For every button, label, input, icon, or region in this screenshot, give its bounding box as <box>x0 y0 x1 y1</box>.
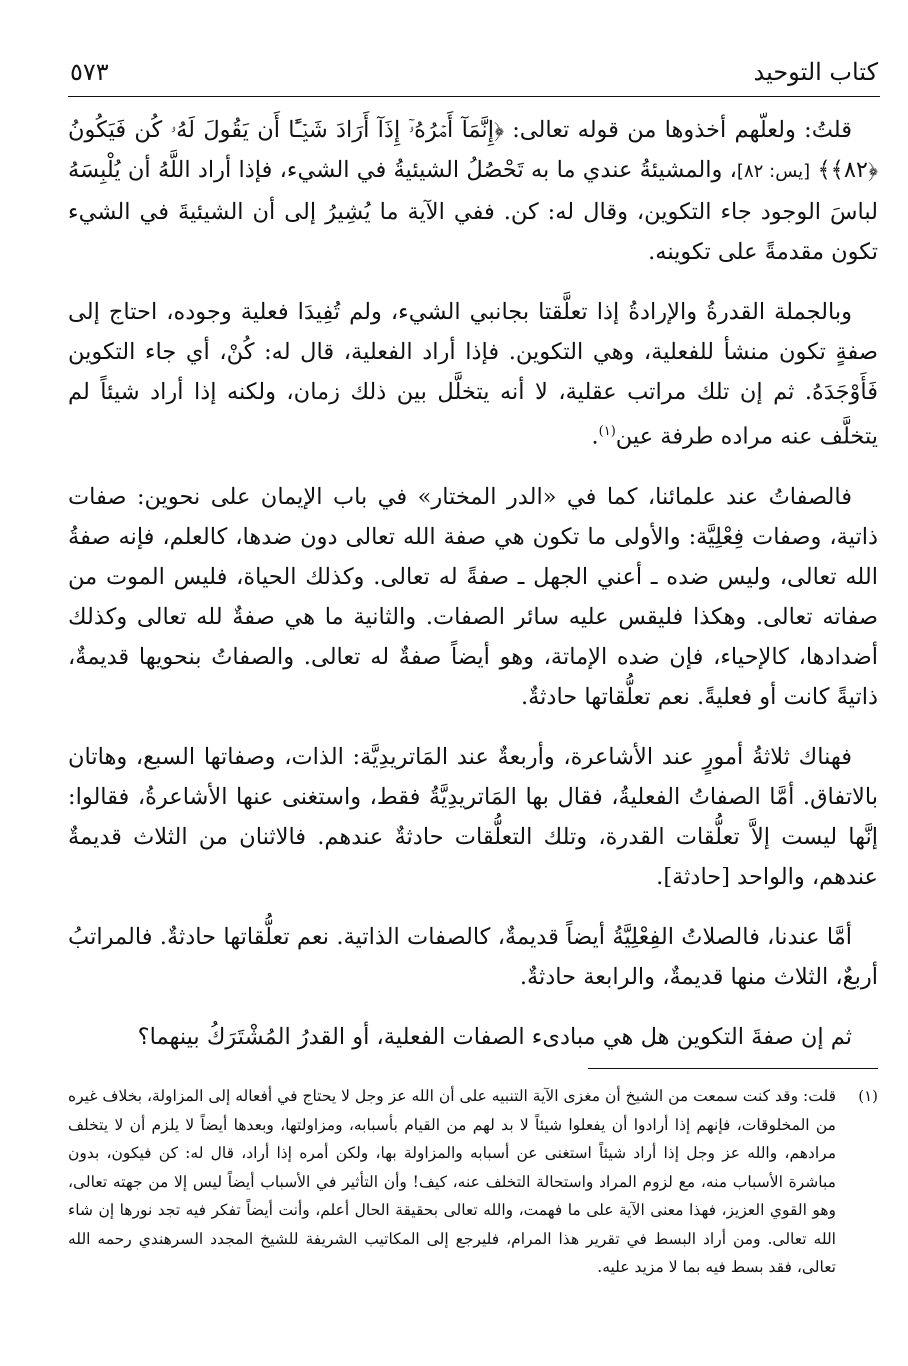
main-text <box>68 110 878 1077</box>
paragraph-1-lead: قلتُ: ولعلّهم أخذوها من قوله تعالى: <box>503 117 852 143</box>
paragraph-5: أمَّا عندنا، فالصلاتُ الفِعْلِيَّةُ أيضاً قديمةٌ، كالصفات الذاتية. نعم تعلُّقاتها حادثةٌ. فالمراتبُ أربعٌ، الثلاث منها قديمةٌ، والرابعة حادثةٌ. <box>68 923 878 990</box>
running-title: كتاب التوحيد <box>753 58 878 86</box>
paragraph-1 <box>68 110 878 272</box>
paragraph-1-rest: ، والمشيئةُ عندي ما به تَحْصُلُ الشيئيةُ في الشيء، فإذا أراد اللَّهُ أن يُلْبِسَهُ لباسَ الوجود جاء التكوين، وقال له: كن. ففي الآية ما يُشِيرُ إلى أن الشيئيةَ في الشيء تكون مقدمةً على تكوينه. <box>68 157 878 265</box>
paragraph-6: ثم إن صفةَ التكوين هل هي مبادىء الصفات الفعلية، أو القدرُ المُشْتَرَكُ بينهما؟ <box>137 1023 852 1050</box>
verse-citation: [يس: ٨٢] <box>736 161 811 182</box>
page-number: ٥٧٣ <box>70 58 109 86</box>
footnote-divider <box>588 1068 878 1069</box>
footnote-number: (١) <box>858 1087 878 1105</box>
quran-verse: ﴿إِنَّمَآ أَمۡرُهُۥٓ إِذَآ أَرَادَ شَيۡـًٔا أَن يَقُولَ لَهُۥ كُن فَيَكُونُ ﴿٨٢﴾﴾ <box>68 117 878 183</box>
footnote-text: قلت: وقد كنت سمعت من الشيخ أن مغزى الآية التنبيه على أن الله عز وجل لا يحتاج في أفعاله إلى المزاولة، بخلاف غيره من المخلوقات، فإنهم إذا أرادوا أن يفعلوا شيئاً لا بد لهم من القيام بأسبابه، ومزاولتها، وبعدها أيضاً لا يلزم أن لا يتخلف مرادهم، والله عز وجل إذا أراد شيئاً استغنى عن أسبابه والمزاولة بها، ولكن أمره إذا أراد، قال له: كن فيكون، بدون مباشرة الأسباب منه، مع لزوم المراد واستحالة التخلف عنه، كيف! وأن التأثير في الأسباب أيضاً ليس إلا من جهته تعالى، وهو القوي العزيز، فهذا معنى الآية على ما فهمت، والله تعالى بحقيقة الحال أعلم، وأنت أيضاً تفكر فيه تجد نورها إن شاء الله تعالى. ومن أراد البسط في تقرير هذا المرام، فليرجع إلى المكاتيب الشريفة للشيخ المجدد السرهندي رحمه الله تعالى، فقد بسط فيه بما لا مزيد عليه. <box>68 1087 836 1276</box>
footnote <box>68 1082 878 1282</box>
paragraph-4: فهناك ثلاثةُ أمورٍ عند الأشاعرة، وأربعةٌ عند المَاتريدِيَّة: الذات، وصفاتها السبع، وهاتان بالاتفاق. أمَّا الصفاتُ الفعليةُ، فقال بها المَاتريدِيَّةُ فقط، واستغنى عنها الأشاعرةُ، فقالوا: إنَّها ليست إلاَّ تعلُّقات القدرة، وتلك التعلُّقات حادثةٌ عندهم. فالاثنان من الثلاث قديمةٌ عندهم، والواحد [حادثة]. <box>68 743 878 890</box>
paragraph-2-end: . <box>591 423 599 450</box>
paragraph-2 <box>68 292 878 457</box>
paragraph-2-text: وبالجملة القدرةُ والإرادةُ إذا تعلَّقتا بجانبي الشيء، ولم تُفِيدَا فعلية وجوده، احتاج إلى صفةٍ تكون منشأ للفعلية، وهي التكوين. فإذا أراد الفعلية، قال له: كُنْ، أي جاء التكوين فَأَوْجَدَهُ. ثم إن تلك مراتب عقلية، لا أنه يتخلَّل بين ذلك زمان، ولكنه إذا أراد شيئاً لم يتخلَّف عنه مراده طرفة عين <box>68 299 878 450</box>
page-header <box>70 52 878 92</box>
paragraph-3: فالصفاتُ عند علمائنا، كما في «الدر المختار» في باب الإيمان على نحوين: صفات ذاتية، وصفات فِعْلِيَّة: والأولى ما تكون هي صفة الله تعالى دون ضدها، كالعلم، فإنه صفةُ الله تعالى، وليس ضده ـ أعني الجهل ـ صفةً له تعالى. وكذلك الحياة، فليس الموت من صفاته تعالى. وهكذا فليقس عليه سائر الصفات. والثانية ما هي صفةٌ لله تعالى وكذلك أضدادها، كالإحياء، فإن ضده الإماتة، وهو أيضاً صفةٌ له تعالى. والصفاتُ بنحويها قديمةٌ، ذاتيةً كانت أو فعليةً. نعم تعلُّقاتها حادثةٌ. <box>68 483 878 710</box>
footnote-reference[interactable]: (١) <box>598 424 616 439</box>
header-divider <box>68 96 880 97</box>
